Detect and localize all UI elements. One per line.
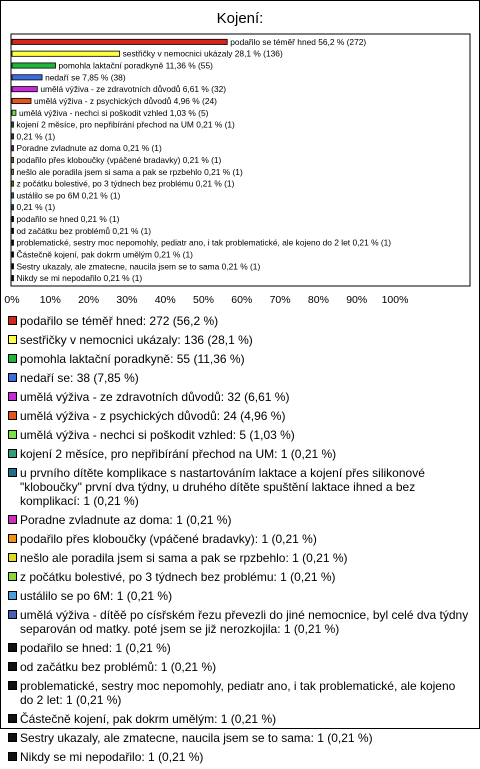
chart-legend (8, 314, 470, 769)
legend-item (8, 532, 470, 546)
legend-item (8, 466, 470, 508)
legend-swatch (8, 515, 17, 524)
legend-swatch (8, 681, 17, 690)
legend-item (8, 428, 470, 442)
bar-label: sestřičky v nemocnici ukázaly 28,1 % (136) (122, 48, 283, 59)
legend-swatch (8, 662, 17, 671)
bar (12, 63, 56, 68)
bar-label: umělá výživa - nechci si poškodit vzhled 1,03 % (5) (18, 107, 209, 118)
bar-label: podařilo se hned 0,21 % (1) (16, 214, 120, 225)
legend-item (8, 750, 470, 764)
bar (12, 193, 14, 198)
bar (12, 75, 42, 80)
x-tick-label: 70% (269, 294, 291, 306)
legend-label: umělá výživa - dítěě po císřském řezu převezli do jiné nemocnice, byl celé dva týdny separován od matky. poté jsem se již nerozkojila: 1 (0,21 %) (20, 608, 469, 636)
bar (12, 216, 14, 221)
legend-label: Částečně kojení, pak dokrm umělým: 1 (0,21 %) (20, 712, 277, 726)
bar (12, 98, 31, 103)
legend-swatch (8, 392, 17, 401)
legend-swatch (8, 643, 17, 652)
x-tick-label: 30% (116, 294, 138, 306)
bar (12, 169, 14, 174)
x-tick-label: 40% (154, 294, 176, 306)
bar (12, 146, 14, 151)
bar (12, 205, 14, 210)
x-tick-label: 60% (231, 294, 253, 306)
legend-label: umělá výživa - ze zdravotních důvodů: 32 (6,61 %) (20, 390, 290, 404)
bar-label: umělá výživa - ze zdravotních důvodů 6,61 % (32) (40, 84, 227, 95)
bar (12, 181, 14, 186)
legend-item (8, 513, 470, 527)
bar-label: Nikdy se mi nepodařilo 0,21 % (1) (16, 273, 143, 284)
legend-label: pomohla laktační poradkyně: 55 (11,36 %) (20, 352, 245, 366)
legend-item (8, 409, 470, 423)
legend-swatch (8, 534, 17, 543)
legend-swatch (8, 591, 17, 600)
legend-label: Sestry ukazaly, ale zmatecne, naucila jsem se to sama: 1 (0,21 %) (20, 731, 373, 745)
bar-label: problematické, sestry moc nepomohly, pediatr ano, i tak problematické, ale kojeno do 2 let 0,21 % (1) (16, 237, 392, 248)
bar-chart (0, 0, 480, 312)
bar-label: nešlo ale poradila jsem si sama a pak se rpzbehlo 0,21 % (1) (16, 166, 243, 177)
legend-label: Poradne zvladnute az doma: 1 (0,21 %) (20, 513, 232, 527)
bar-label: 0,21 % (1) (16, 131, 56, 142)
legend-swatch (8, 572, 17, 581)
legend-swatch (8, 449, 17, 458)
bar (12, 87, 37, 92)
bar-label: Poradne zvladnute az doma 0,21 % (1) (16, 143, 162, 154)
bar-label: umělá výživa - z psychických důvodů 4,96 % (24) (34, 95, 217, 106)
legend-swatch (8, 752, 17, 761)
bar-label: pomohla laktační poradkyně 11,36 % (55) (58, 60, 213, 71)
legend-item (8, 551, 470, 565)
legend-item (8, 641, 470, 655)
bar (12, 134, 14, 139)
legend-label: nešlo ale poradila jsem si sama a pak se rpzbehlo: 1 (0,21 %) (20, 551, 348, 565)
bar-label: ustálilo se po 6M 0,21 % (1) (16, 190, 121, 201)
legend-label: umělá výživa - z psychických důvodů: 24 (4,96 %) (20, 409, 286, 423)
legend-swatch (8, 335, 17, 344)
legend-swatch (8, 610, 17, 619)
legend-label: sestřičky v nemocnici ukázaly: 136 (28,1 %) (20, 333, 253, 347)
legend-item (8, 390, 470, 404)
bar-label: kojení 2 měsíce, pro nepřibírání přechod na UM 0,21 % (1) (16, 119, 235, 130)
legend-swatch (8, 411, 17, 420)
bar (12, 240, 14, 245)
legend-label: umělá výživa - nechci si poškodit vzhled: 5 (1,03 %) (20, 428, 295, 442)
x-tick-label: 0% (4, 294, 20, 306)
bar-label: nedaří se 7,85 % (38) (45, 72, 126, 83)
legend-item (8, 570, 470, 584)
legend-swatch (8, 373, 17, 382)
legend-label: podařilo přes kloboučky (vpáčené bradavky): 1 (0,21 %) (20, 532, 317, 546)
x-tick-label: 100% (381, 294, 409, 306)
legend-item (8, 608, 470, 636)
legend-label: kojení 2 měsíce, pro nepřibírání přechod na UM: 1 (0,21 %) (20, 447, 337, 461)
legend-label: nedaří se: 38 (7,85 %) (20, 371, 139, 385)
legend-label: Nikdy se mi nepodařilo: 1 (0,21 %) (20, 750, 204, 764)
legend-swatch (8, 553, 17, 562)
bar (12, 228, 14, 233)
legend-swatch (8, 354, 17, 363)
legend-label: problematické, sestry moc nepomohly, pediatr ano, i tak problematické, ale kojeno do 2 let: 1 (0,21 %) (20, 679, 456, 707)
bar (12, 110, 16, 115)
legend-swatch (8, 733, 17, 742)
bar (12, 51, 120, 56)
bar (12, 264, 14, 269)
legend-item (8, 660, 470, 674)
legend-swatch (8, 468, 17, 477)
bar-label: od začátku bez problémů 0,21 % (1) (16, 225, 152, 236)
bar-label: Sestry ukazaly, ale zmatecne, naucila jsem se to sama 0,21 % (1) (16, 261, 261, 272)
legend-label: podařilo se téměř hned: 272 (56,2 %) (20, 314, 219, 328)
bar-label: z počátku bolestivé, po 3 týdnech bez problému 0,21 % (1) (16, 178, 235, 189)
legend-item (8, 712, 470, 726)
x-tick-label: 80% (307, 294, 329, 306)
bar-label: podařilo přes kloboučky (vpáčené bradavky) 0,21 % (1) (16, 155, 222, 165)
legend-item (8, 731, 470, 745)
legend-label: ustálilo se po 6M: 1 (0,21 %) (20, 589, 173, 603)
legend-swatch (8, 714, 17, 723)
legend-item (8, 447, 470, 461)
legend-item (8, 314, 470, 328)
legend-label: podařilo se hned: 1 (0,21 %) (20, 641, 171, 655)
legend-swatch (8, 316, 17, 325)
x-tick-label: 10% (39, 294, 61, 306)
legend-item (8, 679, 470, 707)
x-tick-label: 20% (78, 294, 100, 306)
x-tick-label: 50% (192, 294, 215, 306)
legend-item (8, 333, 470, 347)
bar-label: 0,21 % (1) (16, 202, 56, 213)
bar (12, 276, 14, 281)
bar (12, 252, 14, 257)
chart-title: Kojení: (216, 10, 264, 27)
legend-label: od začátku bez problémů: 1 (0,21 %) (20, 660, 217, 674)
bar (12, 157, 14, 162)
x-tick-label: 90% (346, 294, 368, 306)
legend-label: u prvního dítěte komplikace s nastartováním laktace a kojení přes silikonové "kloboučky" první dva týdny, u druhého dítěte spuštění laktace ihned a bez komplikací: 1 (0,21 %) (20, 466, 425, 508)
bar (12, 39, 227, 44)
legend-swatch (8, 430, 17, 439)
legend-label: z počátku bolestivé, po 3 týdnech bez problému: 1 (0,21 %) (20, 570, 336, 584)
bar-label: Částečně kojení, pak dokrm umělým 0,21 % (1) (16, 249, 193, 260)
legend-item (8, 352, 470, 366)
bar-label: podařilo se téměř hned 56,2 % (272) (230, 36, 367, 47)
legend-item (8, 589, 470, 603)
legend-item (8, 371, 470, 385)
bar (12, 122, 14, 127)
